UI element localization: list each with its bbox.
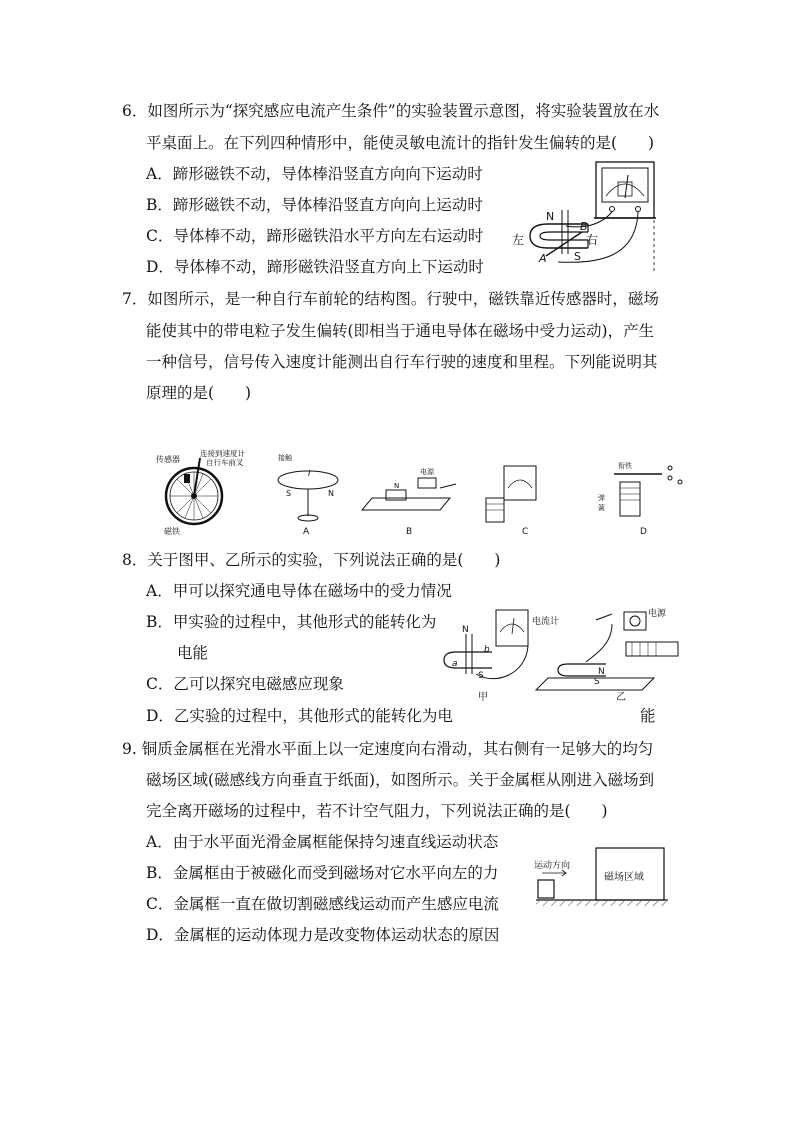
q7-fig-connect2: 自行车前叉 [206,458,244,467]
q7-option-b-figure [362,467,456,537]
q8-fig-jia-label: 甲 [478,692,488,703]
q7-option-a-figure [278,453,338,537]
q7-stem-line1: 7．如图所示，是一种自行车前轮的结构图。行驶中，磁铁靠近传感器时，磁场 [122,290,659,308]
q9-figure-magnetic-region [532,840,672,910]
q9-option-d: D．金属框的运动体现力是改变物体运动状态的原因 [146,926,500,944]
q9-option-a: A．由于水平面光滑金属框能保持匀速直线运动状态 [146,833,499,851]
q6-fig-label-n: N [546,210,555,223]
q8-fig-yi-n: N [598,667,605,677]
q7-fig-sensor: 传感器 [156,455,180,464]
q7-fig-hinge: 接触 [278,454,292,462]
q8-option-c: C．乙可以探究电磁感应现象 [146,675,344,693]
q9-option-c: C．金属框一直在做切割磁感线运动而产生感应电流 [146,895,499,913]
q8-option-a: A．甲可以探究通电导体在磁场中的受力情况 [146,582,452,600]
q8-fig-jia-a: a [452,659,458,669]
q7-fig-power: 电源 [420,468,434,476]
q7-fig-label-d: D [640,527,647,537]
q8-fig-jia-s: S [478,671,484,681]
q7-fig-a-s: S [286,489,292,498]
q8-fig-jia-b: b [484,645,490,655]
q7-fig-connect1: 连接到速度计 [200,449,245,458]
q6-fig-label-left: 左 [512,233,525,247]
q6-option-d: D．导体棒不动，蹄形磁铁沿竖直方向上下运动时 [146,258,484,276]
q7-stem-line3: 一种信号，信号传入速度计能测出自行车行驶的速度和里程。下列能说明其 [146,353,658,371]
q6-fig-label-s: S [574,250,581,263]
q7-fig-a-n: N [328,489,334,498]
q7-option-d-figure [598,461,682,537]
q6-stem-line2: 平桌面上。在下列四种情形中，能使灵敏电流计的指针发生偏转的是( ) [146,134,655,152]
q9-fig-direction: 运动方向 [534,861,571,871]
q8-option-b-line1: B．甲实验的过程中，其他形式的能转化为 [146,613,437,631]
q7-fig-b-n: N [394,482,400,490]
q6-option-a: A．蹄形磁铁不动，导体棒沿竖直方向向下运动时 [146,165,483,183]
q9-option-b: B．金属框由于被磁化而受到磁场对它水平向左的力 [146,864,499,882]
q8-figure-jia [444,610,559,703]
q8-fig-jia-n: N [462,625,469,635]
q6-figure-galvanometer-setup [508,158,658,276]
q7-fig-label-c: C [522,527,529,537]
q6-stem-line1: 6．如图所示为“探究感应电流产生条件”的实验装置示意图，将实验装置放在水 [122,102,660,120]
q7-fig-current-i: I [308,469,311,478]
q8-stem: 8．关于图甲、乙所示的实验，下列说法正确的是( ) [122,551,501,569]
q6-fig-label-right: 右 [586,233,599,247]
q9-stem-line2: 磁场区域(磁感线方向垂直于纸面)，如图所示。关于金属框从刚进入磁场到 [146,771,655,789]
q8-fig-ammeter: 电流计 [532,617,560,627]
q7-stem-line4: 原理的是( ) [146,384,252,402]
q7-option-c-figure [486,466,536,537]
q8-option-d: D．乙实验的过程中，其他形式的能转化为电 [146,707,453,725]
q9-stem-line3: 完全离开磁场的过程中，若不计空气阻力，下列说法正确的是( ) [146,802,608,820]
q7-fig-armature: 衔铁 [618,462,632,470]
q8-option-d-tail: 能 [640,707,656,725]
q6-option-b: B．蹄形磁铁不动，导体棒沿竖直方向向上运动时 [146,196,483,214]
q7-bicycle-wheel [156,448,245,536]
q7-stem-line2: 能使其中的带电粒子发生偏转(即相当于通电导体在磁场中受力运动)，产生 [146,322,655,340]
q7-fig-magnet: 磁铁 [164,527,180,536]
q9-fig-region: 磁场区域 [604,872,644,883]
q8-fig-yi-s: S [594,677,600,687]
q6-fig-label-a: A [539,252,547,265]
q8-fig-power: 电源 [648,609,667,619]
q7-fig-spring2: 簧 [598,504,605,512]
q6-fig-label-b: B [580,220,588,233]
q7-figure-strip [150,438,690,538]
q8-option-b-line2: 电能 [177,644,209,662]
q6-option-c: C．导体棒不动，蹄形磁铁沿水平方向左右运动时 [146,227,484,245]
q7-fig-spring1: 弹 [598,494,605,502]
q7-fig-label-a: A [303,527,310,537]
q8-figure-jia-yi [436,604,696,704]
q7-fig-label-b: B [406,527,413,537]
q8-fig-yi-label: 乙 [616,692,626,703]
q9-stem-line1: 9. 铜质金属框在光滑水平面上以一定速度向右滑动，其右侧有一足够大的均匀 [122,740,654,758]
